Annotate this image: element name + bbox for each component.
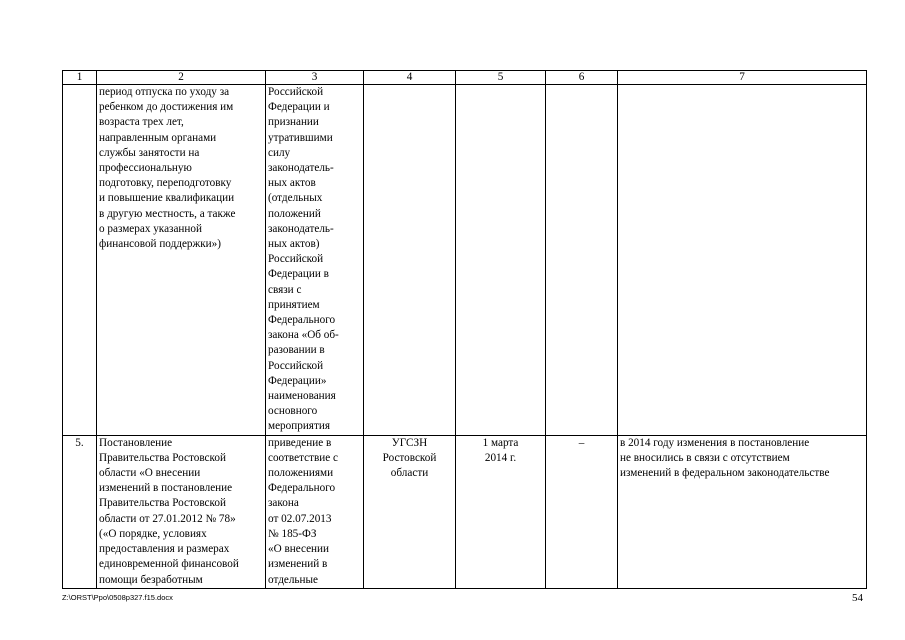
cell-text-line: Постановление <box>99 436 173 449</box>
cell-text-line: положениями <box>268 467 334 480</box>
cell-text-line: изменений в постановление <box>99 482 233 495</box>
cont-date-cell <box>456 85 546 436</box>
cell-text-line: от 02.07.2013 <box>268 512 332 525</box>
cell-text-line: № 185-ФЗ <box>268 527 317 540</box>
cell-text-line: УГСЗН <box>391 436 428 449</box>
row-number-cell: 5. <box>63 435 97 588</box>
cell-text-line: профессиональную <box>99 162 192 175</box>
header-row <box>63 71 867 85</box>
table-row-5 <box>63 435 867 588</box>
cell-text-line: Федерации и <box>268 101 330 114</box>
cell-text-line: приведение в <box>268 436 332 449</box>
cell-text-line: Правительства Ростовской <box>99 497 226 510</box>
cell-text-line: закона <box>268 497 299 510</box>
dash-cell: – <box>546 435 618 588</box>
cell-text-line: утратившими <box>268 131 333 144</box>
cell-text-line: Правительства Ростовской <box>99 451 226 464</box>
cell-text-line: Российской <box>268 253 324 266</box>
cell-text-line: финансовой поддержки») <box>99 238 221 251</box>
header-cell-2: 2 <box>97 71 266 85</box>
cell-text-line: и повышение квалификации <box>99 192 235 205</box>
page-number: 54 <box>852 592 863 604</box>
cell-text-line: Федерального <box>268 314 336 327</box>
purpose-cell <box>266 435 364 588</box>
cell-text-line: Федерации» <box>268 374 327 387</box>
cell-text-line: признании <box>268 116 319 129</box>
cell-text-line: силу <box>268 146 291 159</box>
cont-purpose-cell <box>266 85 364 436</box>
cell-text-line: Российской <box>268 359 324 372</box>
cell-text-line: службы занятости на <box>99 146 200 159</box>
header-cell-7: 7 <box>618 71 867 85</box>
cell-text-line: направленным органами <box>99 131 217 144</box>
cell-text-line: ребенком до достижения им <box>99 101 234 114</box>
date-cell <box>456 435 546 588</box>
cell-text-line: (отдельных <box>268 192 323 205</box>
cell-text-line: положений <box>268 207 321 220</box>
cell-text-line: («О порядке, условиях <box>99 527 207 540</box>
cell-text-line: подготовку, переподготовку <box>99 177 232 190</box>
header-cell-4: 4 <box>364 71 456 85</box>
cell-text-line: в другую местность, а также <box>99 207 236 220</box>
note-cell <box>618 435 867 588</box>
cell-text-line: ных актов <box>268 177 316 190</box>
executor-cell <box>364 435 456 588</box>
cell-text-line: области «О внесении <box>99 467 201 480</box>
cont-executor-cell <box>364 85 456 436</box>
cell-text-line: Ростовской <box>382 451 437 464</box>
document-table <box>62 70 867 589</box>
cell-text-line: соответствие с <box>268 451 338 464</box>
cell-text-line: Федерации в <box>268 268 329 281</box>
cell-text-line: основного <box>268 405 318 418</box>
cell-text-line: 2014 г. <box>484 451 517 464</box>
cell-text-line: законодатель- <box>268 222 334 235</box>
header-cell-3: 3 <box>266 71 364 85</box>
cont-number-cell <box>63 85 97 436</box>
cont-col6-cell <box>546 85 618 436</box>
header-cell-1: 1 <box>63 71 97 85</box>
cell-text-line: предоставления и размерах <box>99 543 230 556</box>
cell-text-line: единовременной финансовой <box>99 558 239 571</box>
file-path-footer: Z:\ORST\Ppo\0508p327.f15.docx <box>62 593 173 602</box>
cell-text-line: отдельные <box>268 573 318 586</box>
cell-text-line: принятием <box>268 298 320 311</box>
cell-text-line: 1 марта <box>482 436 519 449</box>
cell-text-line: законодатель- <box>268 162 334 175</box>
cell-text-line: изменений в <box>268 558 328 571</box>
cell-text-line: ных актов) <box>268 238 320 251</box>
document-title-cell <box>97 435 266 588</box>
cell-text-line: наименования <box>268 390 336 403</box>
cell-text-line: период отпуска по уходу за <box>99 86 230 98</box>
cell-text-line: о размерах указанной <box>99 222 202 235</box>
cell-text-line: возраста трех лет, <box>99 116 184 129</box>
cell-text-line: не вносились в связи с отсутствием <box>620 451 790 464</box>
table-row-continued <box>63 85 867 436</box>
cell-text-line: области <box>390 467 429 480</box>
cont-note-cell <box>618 85 867 436</box>
cell-text-line: разовании в <box>268 344 325 357</box>
cont-document-title-cell <box>97 85 266 436</box>
cell-text-line: изменений в федеральном законодательстве <box>620 467 830 480</box>
cell-text-line: Российской <box>268 86 324 98</box>
header-cell-5: 5 <box>456 71 546 85</box>
cell-text-line: Федерального <box>268 482 336 495</box>
cell-text-line: «О внесении <box>268 543 330 556</box>
cell-text-line: связи с <box>268 283 302 296</box>
cell-text-line: помощи безработным <box>99 573 203 586</box>
cell-text-line: в 2014 году изменения в постановление <box>620 436 810 449</box>
header-cell-6: 6 <box>546 71 618 85</box>
cell-text-line: мероприятия <box>268 420 330 433</box>
cell-text-line: области от 27.01.2012 № 78» <box>99 512 236 525</box>
cell-text-line: закона «Об об- <box>268 329 339 342</box>
